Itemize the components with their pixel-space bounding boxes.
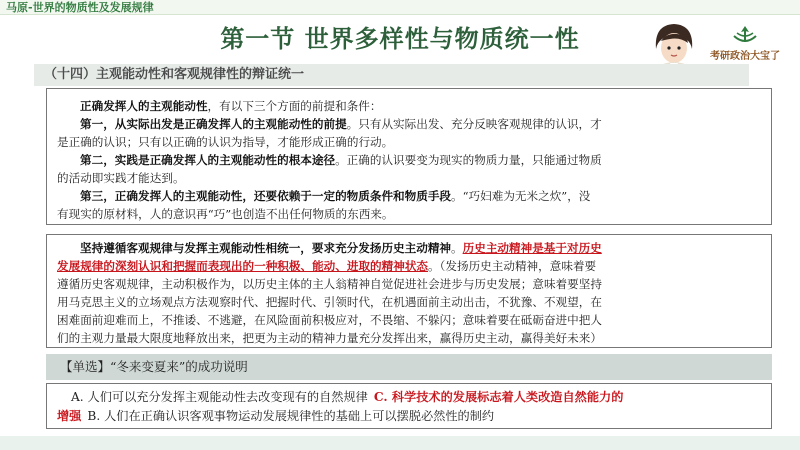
option-c[interactable]: C. 科学技术的发展标志着人类改造自然能力的 (373, 390, 624, 404)
red-highlight-1: 历史主动精神是基于对历史 (462, 241, 602, 255)
point-three-bold: 第三，正确发挥人的主观能动性，还要依赖于一定的物质条件和物质手段 (80, 189, 452, 203)
intro-line (57, 97, 762, 115)
point-two (57, 151, 762, 169)
point-three-line2: 有现实的原材料，人的意识再“巧”也创造不出任何物质的东西来。 (57, 207, 394, 221)
point-two-bold: 第二，实践是正确发挥人的主观能动性的根本途径 (80, 153, 336, 167)
section-banner (34, 64, 749, 86)
box2-line4: 用马克思主义的立场观点方法观察时代、把握时代、引领时代，在机遇面前主动出击，不犹豫、不观望，在 (57, 295, 602, 309)
conditions-box (46, 88, 772, 225)
point-three (57, 187, 762, 205)
options-line1 (57, 388, 762, 407)
point-three-rest: 。“巧妇难为无米之炊”，没 (451, 189, 591, 203)
point-two-rest: 。正确的认识要变为现实的物质力量，只能通过物质 (335, 153, 602, 167)
option-c-continued[interactable]: 增强 (57, 409, 82, 423)
red-highlight-2: 发展规律的深刻认识和把握而表现出的一种积极、能动、进取的精神状态 (57, 259, 429, 273)
box2-line2-rest: 。（发扬历史主动精神，意味着要 (428, 259, 597, 273)
box2-line5: 困难面前迎难而上，不推诿、不逃避，在风险面前积极应对，不畏缩、不躲闪；意味着要在砥砺奋进中把人 (57, 313, 602, 327)
top-bar (0, 0, 800, 15)
lead-sep: 。 (451, 241, 463, 255)
box2-line1 (57, 239, 762, 257)
intro-bold: 正确发挥人的主观能动性 (80, 99, 208, 113)
point-one (57, 115, 762, 133)
point-one-bold: 第一，从实际出发是正确发挥人的主观能动性的前提 (80, 117, 347, 131)
bottom-decoration (0, 436, 800, 450)
quiz-title: 【单选】“冬来变夏来”的成功说明 (60, 359, 248, 374)
point-two-line2: 的活动即实践才能达到。 (57, 171, 185, 185)
point-one-rest: 。只有从实际出发、充分反映客观规律的认识，才 (346, 117, 602, 131)
quiz-options (46, 383, 772, 429)
historical-initiative-box (46, 234, 772, 348)
options-line2 (57, 407, 762, 426)
box2-line3: 遵循历史客观规律，主动积极作为，以历史主体的主人翁精神自觉促进社会进步与历史发展；意味着要坚持 (57, 277, 602, 291)
point-one-line2: 是正确的认识；只有以正确的认识为指导，才能形成正确的行动。 (57, 135, 394, 149)
page-title: 第一节 世界多样性与物质统一性 (220, 25, 580, 53)
course-label: 马原-世界的物质性及发展规律 (6, 1, 154, 14)
intro-rest: ，有以下三个方面的前提和条件： (207, 99, 382, 113)
brand-name: 考研政治大宝了 (710, 51, 780, 62)
quiz-banner (46, 354, 772, 380)
option-b[interactable]: B. 人们在正确认识客观事物运动发展规律性的基础上可以摆脱必然性的制约 (87, 409, 495, 423)
option-a[interactable]: A. 人们可以充分发挥主观能动性去改变现有的自然规律 (71, 390, 368, 404)
lead-bold: 坚持遵循客观规律与发挥主观能动性相统一，要求充分发扬历史主动精神 (80, 241, 452, 255)
section-heading: （十四）主观能动性和客观规律性的辩证统一 (44, 67, 305, 82)
box2-line2 (57, 257, 762, 275)
brand-logo-icon (730, 24, 760, 46)
box2-line6: 们的主观力量最大限度地释放出来，把更为主动的精神力量充分发挥出来，赢得历史主动，赢得美好未来） (57, 331, 602, 345)
